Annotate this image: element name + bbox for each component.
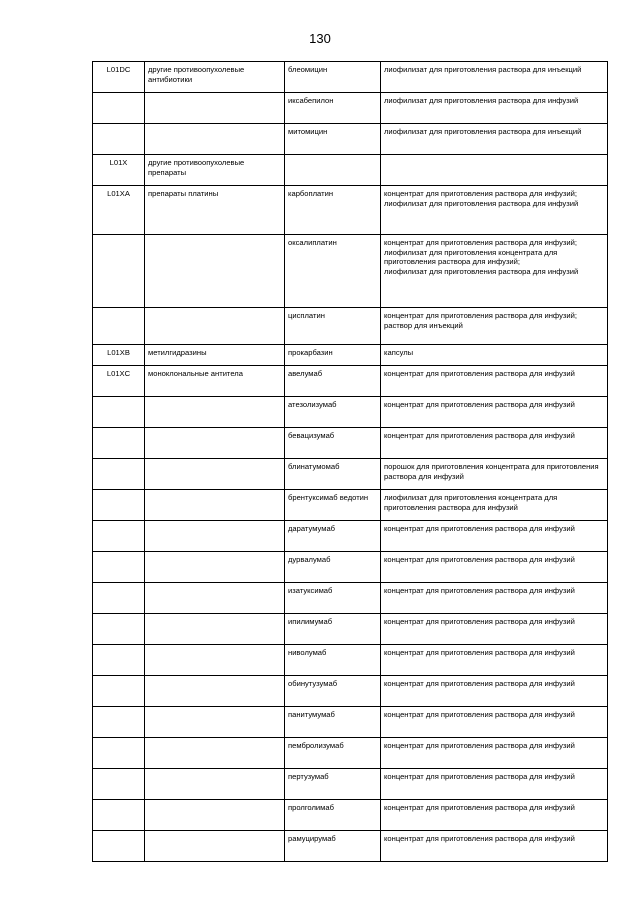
table-row [93,235,608,308]
cell-atc-code: L01X [93,155,145,186]
table-row [93,93,608,124]
cell-dosage-form: концентрат для приготовления раствора для инфузий; лиофилизат для приготовления концентрата для приготовления раствора для инфузий; лиофилизат для приготовления раствора для инфузий [381,235,608,308]
cell-dosage-form: концентрат для приготовления раствора для инфузий [381,831,608,862]
table-row [93,521,608,552]
cell-group-name [145,428,285,459]
cell-dosage-form: лиофилизат для приготовления раствора для инфузий [381,93,608,124]
cell-atc-code [93,397,145,428]
cell-dosage-form: концентрат для приготовления раствора для инфузий [381,707,608,738]
cell-atc-code [93,93,145,124]
cell-atc-code [93,707,145,738]
table-row [93,124,608,155]
table-row [93,800,608,831]
table-row [93,614,608,645]
table-row [93,186,608,235]
cell-dosage-form: концентрат для приготовления раствора для инфузий; лиофилизат для приготовления раствора для инфузий [381,186,608,235]
table-body [93,62,608,862]
cell-drug-name: цисплатин [285,308,381,345]
cell-dosage-form: концентрат для приготовления раствора для инфузий; раствор для инъекций [381,308,608,345]
cell-drug-name: блинатумомаб [285,459,381,490]
cell-group-name [145,521,285,552]
cell-dosage-form: лиофилизат для приготовления концентрата для приготовления раствора для инфузий [381,490,608,521]
cell-group-name: другие противоопухолевые антибиотики [145,62,285,93]
cell-atc-code: L01XC [93,366,145,397]
table-row [93,676,608,707]
cell-atc-code [93,552,145,583]
table-row [93,831,608,862]
page-number: 130 [309,31,331,46]
table-row [93,583,608,614]
cell-group-name [145,831,285,862]
table-row [93,155,608,186]
table-row [93,552,608,583]
cell-dosage-form [381,155,608,186]
cell-group-name [145,738,285,769]
cell-atc-code [93,308,145,345]
cell-dosage-form: концентрат для приготовления раствора для инфузий [381,397,608,428]
table-row [93,707,608,738]
cell-dosage-form: концентрат для приготовления раствора для инфузий [381,366,608,397]
cell-group-name: препараты платины [145,186,285,235]
cell-dosage-form: лиофилизат для приготовления раствора для инъекций [381,62,608,93]
cell-group-name [145,93,285,124]
cell-atc-code [93,459,145,490]
cell-atc-code [93,614,145,645]
cell-atc-code [93,124,145,155]
cell-atc-code [93,800,145,831]
cell-drug-name: дурвалумаб [285,552,381,583]
cell-drug-name: бевацизумаб [285,428,381,459]
cell-group-name [145,645,285,676]
cell-group-name [145,308,285,345]
cell-group-name [145,614,285,645]
cell-atc-code: L01XA [93,186,145,235]
cell-atc-code [93,738,145,769]
cell-group-name: метилгидразины [145,345,285,366]
cell-drug-name: атезолизумаб [285,397,381,428]
cell-dosage-form: концентрат для приготовления раствора для инфузий [381,676,608,707]
cell-drug-name: прокарбазин [285,345,381,366]
cell-drug-name: пролголимаб [285,800,381,831]
cell-atc-code: L01XB [93,345,145,366]
cell-drug-name: панитумумаб [285,707,381,738]
cell-drug-name: митомицин [285,124,381,155]
cell-drug-name: пертузумаб [285,769,381,800]
table-row [93,459,608,490]
cell-drug-name: ипилимумаб [285,614,381,645]
cell-dosage-form: капсулы [381,345,608,366]
drug-list-table [92,61,608,862]
cell-group-name [145,552,285,583]
cell-group-name [145,459,285,490]
cell-group-name [145,769,285,800]
table-row [93,738,608,769]
cell-dosage-form: концентрат для приготовления раствора для инфузий [381,645,608,676]
cell-atc-code [93,676,145,707]
cell-atc-code [93,235,145,308]
table-row [93,769,608,800]
cell-dosage-form: концентрат для приготовления раствора для инфузий [381,769,608,800]
cell-atc-code [93,521,145,552]
cell-drug-name: иксабепилон [285,93,381,124]
cell-dosage-form: порошок для приготовления концентрата для приготовления раствора для инфузий [381,459,608,490]
cell-group-name [145,800,285,831]
cell-atc-code [93,831,145,862]
cell-dosage-form: концентрат для приготовления раствора для инфузий [381,521,608,552]
table-row [93,345,608,366]
table-row [93,428,608,459]
cell-dosage-form: концентрат для приготовления раствора для инфузий [381,614,608,645]
cell-drug-name: обинутузумаб [285,676,381,707]
cell-group-name [145,397,285,428]
table-row [93,308,608,345]
cell-dosage-form: концентрат для приготовления раствора для инфузий [381,583,608,614]
cell-drug-name: авелумаб [285,366,381,397]
table-row [93,490,608,521]
cell-drug-name: рамуцирумаб [285,831,381,862]
cell-atc-code [93,769,145,800]
cell-group-name [145,124,285,155]
cell-drug-name: брентуксимаб ведотин [285,490,381,521]
cell-dosage-form: концентрат для приготовления раствора для инфузий [381,552,608,583]
cell-group-name: другие противоопухолевые препараты [145,155,285,186]
cell-drug-name: карбоплатин [285,186,381,235]
cell-drug-name: оксалиплатин [285,235,381,308]
cell-dosage-form: лиофилизат для приготовления раствора для инъекций [381,124,608,155]
cell-drug-name: даратумумаб [285,521,381,552]
cell-drug-name: блеомицин [285,62,381,93]
cell-atc-code [93,583,145,614]
table-row [93,397,608,428]
cell-dosage-form: концентрат для приготовления раствора для инфузий [381,738,608,769]
cell-group-name [145,676,285,707]
cell-drug-name: ниволумаб [285,645,381,676]
cell-group-name [145,583,285,614]
cell-dosage-form: концентрат для приготовления раствора для инфузий [381,800,608,831]
cell-group-name [145,490,285,521]
cell-atc-code: L01DC [93,62,145,93]
cell-group-name: моноклональные антитела [145,366,285,397]
cell-drug-name: пембролизумаб [285,738,381,769]
cell-group-name [145,235,285,308]
cell-atc-code [93,490,145,521]
cell-dosage-form: концентрат для приготовления раствора для инфузий [381,428,608,459]
cell-group-name [145,707,285,738]
table-row [93,62,608,93]
cell-drug-name [285,155,381,186]
cell-atc-code [93,645,145,676]
table-row [93,645,608,676]
table-row [93,366,608,397]
cell-drug-name: изатуксимаб [285,583,381,614]
cell-atc-code [93,428,145,459]
